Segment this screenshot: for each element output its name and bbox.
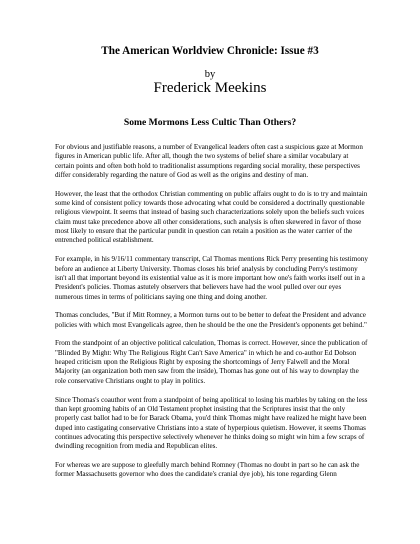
article-body [55,143,369,489]
paragraph: For whereas we are suppose to gleefully march behind Romney (Thomas no doubt in part so he can ask the former Massachusetts governor who does the candidate's cranial dye job), his tone regarding Glenn [55,460,360,479]
article-title: Some Mormons Less Cultic Than Others? [123,117,297,128]
paragraph: For example, in his 9/16/11 commentary transcript, Cal Thomas mentions Rick Perry presenting his testimony before an audience at Liberty University. Thomas closes his brief analysis by concluding Perry's testimony isn't all that important beyond its existential value as it is more important how one's faith works itself out in a President's policies. Thomas astutely observers that believers have had the wool pulled over our eyes numerous times in terms of politicians saying one thing and doing another. [55,255,368,301]
paragraph: For obvious and justifiable reasons, a number of Evangelical leaders often cast a suspicious gaze at Mormon figures in American public life. After all, though the two systems of belief share a similar vocabulary at certain points and often both hold to traditionalist assumptions regarding social morality, these perspectives differ considerably regarding the nature of God as well as the origins and destiny of man. [55,143,363,180]
paragraph: Thomas concludes, "But if Mitt Romney, a Mormon turns out to be better to defeat the President and advance policies with which most Evangelicals agree, then he should be the one the President's opponents get behind." [55,311,367,329]
paragraph: However, the least that the orthodox Christian commenting on public affairs ought to do is to try and maintain some kind of consistent policy towards those advocating what could be considered a doctrinally questionable religious viewpoint. It seems that instead of basing such characterizations solely upon the beliefs such voices claim must take precedence above all other considerations, such analysis is often skewered in favor of those most likely to ensure that the particular pundit in question can retain a position as the water carrier of the entrenched political establishment. [55,189,368,245]
paragraph: Since Thomas's coauthor went from a standpoint of being apolitical to losing his marbles by taking on the less than kept grooming habits of an Old Testament prophet insisting that the Scriptures insist that the only properly cast ballot had to be for Barack Obama, you'd think Thomas might have realized he might have been duped into castigating conservative Christians into a state of hyperpious quietism. However, it seems Thomas continues advocating this perspective selectively whenever he thinks doing so might win him a few scraps of dwindling recognition from media and Republican elites. [55,395,368,451]
newsletter-title: The American Worldview Chronicle: Issue #3 [101,45,319,57]
paragraph: From the standpoint of an objective political calculation, Thomas is correct. However, since the publication of "Blinded By Might: Why The Religious Right Can't Save America" in which he and co-author Ed Dobson heaped criticism upon the Religious Right by exposing the shortcomings of Jerry Falwell and the Moral Majority (an organization both men saw from the inside), Thomas has gone out of his way to downplay the role conservative Christians ought to play in politics. [55,339,368,385]
author-name: Frederick Meekins [153,80,267,96]
byline-by: by [204,69,216,80]
